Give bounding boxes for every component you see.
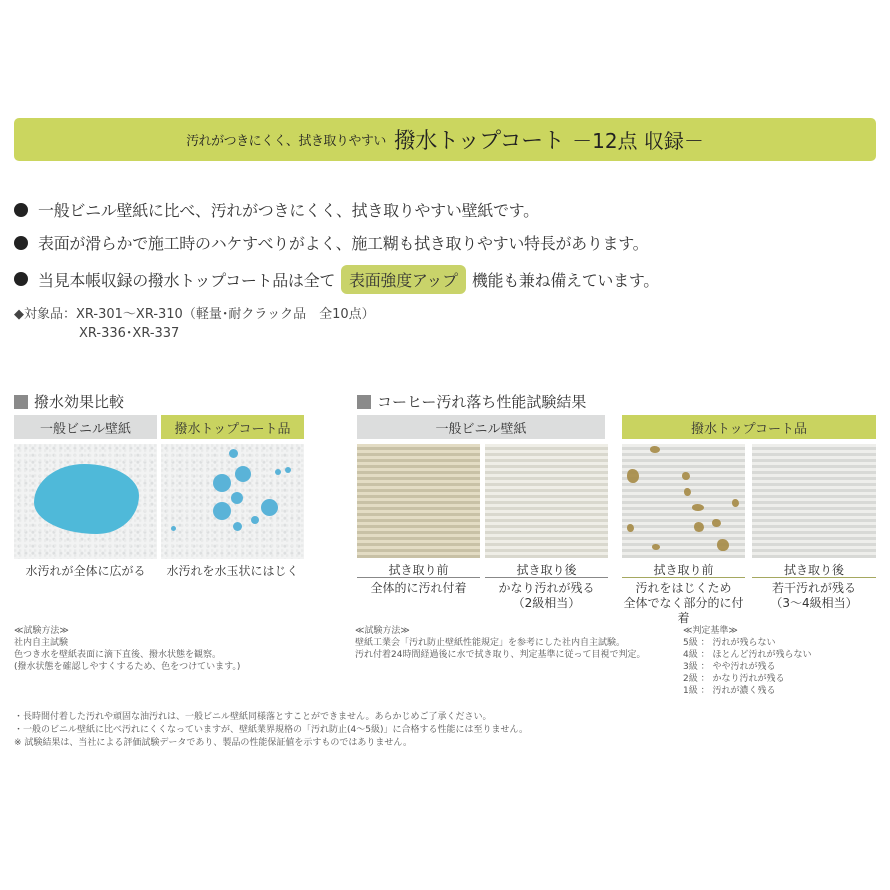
bullet-icon: [14, 272, 28, 286]
bullet-icon: [14, 236, 28, 250]
coffee-header-topcoat: 撥水トップコート品: [622, 415, 876, 439]
title-banner: [14, 118, 876, 161]
feature-item: 当見本帳収録の撥水トップコート品は全て 表面強度アップ 機能も兼ね備えています。: [14, 259, 659, 299]
water-drop: [213, 474, 231, 492]
water-drop: [251, 516, 259, 524]
coffee-stain: [682, 472, 690, 480]
panel-label: 拭き取り前: [388, 563, 449, 577]
coffee-photo-vinyl-before: [357, 444, 480, 558]
target-products: ◆対象品：XR-301～XR-310（軽量･耐クラック品 全10点） XR-336･XR-337: [14, 307, 375, 341]
divider: [752, 577, 876, 578]
water-drop: [231, 492, 243, 504]
panel-result: 汚れをはじくため 全体でなく部分的に付着: [623, 581, 744, 625]
coffee-stain: [712, 519, 721, 527]
divider: [485, 577, 608, 578]
feature-list: [14, 193, 659, 299]
water-col-header-vinyl: 一般ビニル壁紙: [14, 415, 157, 439]
water-drop: [213, 502, 231, 520]
coffee-photo-topcoat-after: [752, 444, 876, 558]
coffee-stain: [627, 524, 634, 532]
water-caption-topcoat: 水汚れを水玉状にはじく: [166, 564, 299, 578]
coffee-photo-vinyl-after: [485, 444, 608, 558]
panel-label: 拭き取り後: [783, 563, 844, 577]
water-drop: [261, 499, 278, 516]
water-caption-vinyl: 水汚れが全体に広がる: [25, 564, 146, 578]
coffee-section-heading: コーヒー汚れ落ち性能試験結果: [357, 391, 586, 412]
judgment-criteria: ≪判定基準≫ 5級 ： 汚れが残らない 4級 ： ほとんど汚れが残らない 3級 ： やや汚れが残る 2級 ： かなり汚れが残る 1級 ： 汚れが濃く残る: [683, 626, 812, 696]
footnotes: ・長時間付着した汚れや頑固な油汚れは、一般ビニル壁紙同様落とすことができません。あらかじめご了承ください。 ・一般のビニル壁紙に比べ汚れにくくなっていますが、壁紙業界規格の「汚れ防止(4～5級)」に合格する性能には至りません。 ※ 試験結果は、当社による評価試験データであり、製品の性能保証値を示すものではありません。: [14, 712, 529, 748]
water-spill: [34, 464, 139, 534]
water-drop: [235, 466, 251, 482]
coffee-stain: [650, 446, 660, 453]
coffee-header-vinyl: 一般ビニル壁紙: [357, 415, 605, 439]
coffee-test-method: ≪試験方法≫ 壁紙工業会「汚れ防止壁紙性能規定」を参考にした社内自主試験。 汚れ付着24時間経過後に水で拭き取り、判定基準に従って目視で判定。: [355, 626, 646, 660]
coffee-stain: [694, 522, 704, 532]
panel-result: かなり汚れが残る （2級相当）: [498, 581, 595, 610]
coffee-stain: [692, 504, 704, 511]
coffee-stain: [732, 499, 739, 507]
coffee-stain: [717, 539, 729, 551]
panel-result: 全体的に汚れ付着: [370, 581, 467, 595]
panel-result: 若干汚れが残る （3～4級相当）: [770, 581, 858, 610]
coffee-stain: [684, 488, 691, 496]
water-col-header-topcoat: 撥水トップコート品: [161, 415, 304, 439]
feature-item: 表面が滑らかで施工時のハケすべりがよく、施工糊も拭き取りやすい特長があります。: [14, 226, 659, 259]
coffee-stain: [652, 544, 660, 550]
surface-strength-badge: 表面強度アップ: [341, 265, 466, 294]
water-photo-topcoat: [161, 444, 304, 559]
title-count: －12点 収録－: [572, 129, 704, 153]
water-drop: [285, 467, 291, 473]
water-drop: [233, 522, 242, 531]
water-drop: [171, 526, 176, 531]
title-subtitle: 汚れがつきにくく、拭き取りやすい: [186, 134, 386, 149]
water-photo-vinyl: [14, 444, 157, 559]
water-drop: [275, 469, 281, 475]
panel-label: 拭き取り前: [653, 563, 714, 577]
water-test-method: ≪試験方法≫ 社内自主試験 色つき水を壁紙表面に滴下直後、撥水状態を観察。 (撥水状態を確認しやすくするため、色をつけています。): [14, 626, 241, 672]
coffee-photo-topcoat-before: [622, 444, 745, 558]
divider: [357, 577, 480, 578]
panel-label: 拭き取り後: [516, 563, 577, 577]
divider: [622, 577, 745, 578]
title-main: 撥水トップコート: [393, 129, 565, 154]
square-icon: [14, 395, 28, 409]
bullet-icon: [14, 203, 28, 217]
water-drop: [229, 449, 238, 458]
feature-item: 一般ビニル壁紙に比べ、汚れがつきにくく、拭き取りやすい壁紙です。: [14, 193, 659, 226]
coffee-stain: [627, 469, 639, 483]
square-icon: [357, 395, 371, 409]
water-section-heading: 撥水効果比較: [14, 391, 124, 412]
